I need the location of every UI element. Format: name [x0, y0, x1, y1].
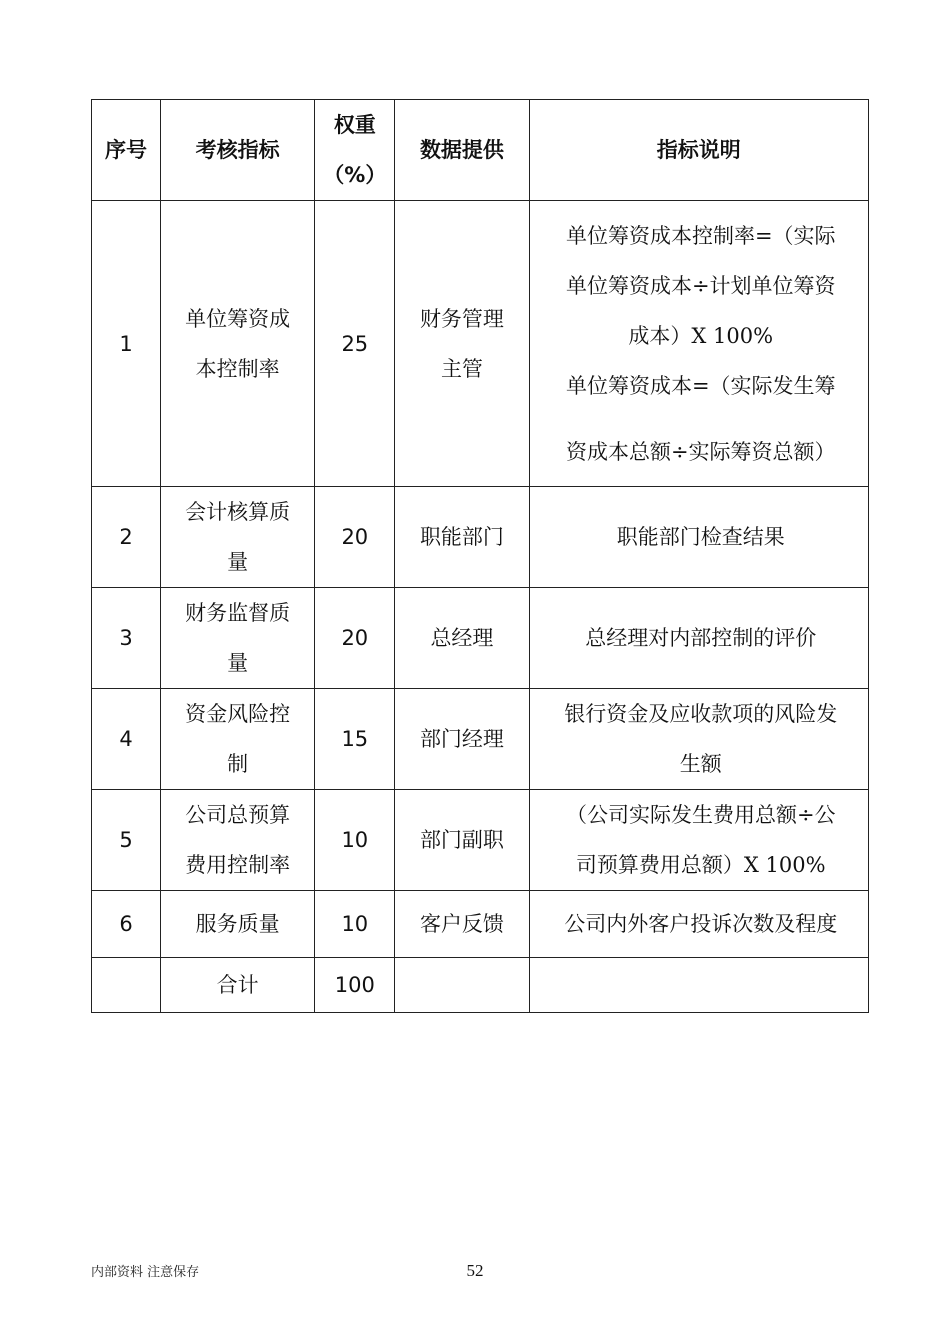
row-description — [529, 201, 868, 487]
header-weight-line1: 权重 — [333, 113, 376, 137]
table-row — [92, 588, 869, 689]
row-weight: 25 — [315, 201, 395, 487]
kpi-assessment-table — [91, 99, 869, 1013]
indicator-line: 费用控制率 — [185, 853, 291, 877]
indicator-line: 量 — [227, 651, 249, 675]
row-indicator: 服务质量 — [161, 891, 315, 958]
indicator-line: 制 — [227, 752, 249, 776]
table-row — [92, 790, 869, 891]
table-row — [92, 689, 869, 790]
header-weight — [315, 100, 395, 201]
row-seq: 6 — [92, 891, 161, 958]
row-weight: 20 — [315, 487, 395, 588]
description-line: 单位筹资成本÷计划单位筹资 — [565, 273, 836, 298]
table-row — [92, 891, 869, 958]
total-label: 合计 — [161, 958, 315, 1013]
footer-note: 内部资料 注意保存 — [91, 1265, 200, 1280]
description-line: 单位筹资成本=（实际发生筹 — [565, 373, 836, 398]
row-seq: 1 — [92, 201, 161, 487]
row-indicator — [161, 487, 315, 588]
description-line: 银行资金及应收款项的风险发 — [564, 702, 838, 726]
row-source: 职能部门 — [395, 487, 529, 588]
header-source: 数据提供 — [395, 100, 529, 201]
total-weight: 100 — [315, 958, 395, 1013]
description-line: 成本）X 100% — [628, 323, 774, 348]
total-seq-empty — [92, 958, 161, 1013]
row-description: 职能部门检查结果 — [529, 487, 868, 588]
header-seq: 序号 — [92, 100, 161, 201]
table-total-row — [92, 958, 869, 1013]
total-description-empty — [529, 958, 868, 1013]
row-seq: 5 — [92, 790, 161, 891]
indicator-line: 公司总预算 — [185, 803, 291, 827]
row-source: 部门经理 — [395, 689, 529, 790]
description-line: （公司实际发生费用总额÷公 — [565, 803, 836, 827]
row-source: 部门副职 — [395, 790, 529, 891]
description-line: 生额 — [679, 752, 722, 776]
indicator-line: 会计核算质 — [185, 500, 291, 524]
source-line: 主管 — [440, 356, 483, 381]
page-number: 52 — [466, 1261, 484, 1280]
row-seq: 4 — [92, 689, 161, 790]
header-weight-line2: （%） — [323, 163, 387, 187]
row-indicator — [161, 689, 315, 790]
row-indicator — [161, 588, 315, 689]
row-description — [529, 689, 868, 790]
indicator-line: 量 — [227, 550, 249, 574]
table-row — [92, 487, 869, 588]
row-seq: 3 — [92, 588, 161, 689]
row-weight: 20 — [315, 588, 395, 689]
header-description: 指标说明 — [529, 100, 868, 201]
indicator-line: 单位筹资成 — [185, 306, 291, 331]
table-header-row — [92, 100, 869, 201]
row-source: 总经理 — [395, 588, 529, 689]
total-source-empty — [395, 958, 529, 1013]
source-line: 财务管理 — [419, 306, 504, 331]
indicator-line: 资金风险控 — [185, 702, 291, 726]
row-weight: 10 — [315, 790, 395, 891]
description-line: 单位筹资成本控制率=（实际 — [565, 223, 836, 248]
row-indicator — [161, 790, 315, 891]
description-line: 司预算费用总额）X 100% — [575, 853, 826, 877]
indicator-line: 财务监督质 — [185, 601, 291, 625]
row-weight: 15 — [315, 689, 395, 790]
description-line: 资成本总额÷实际筹资总额） — [565, 439, 836, 464]
indicator-line: 本控制率 — [195, 356, 280, 381]
row-description: 公司内外客户投诉次数及程度 — [529, 891, 868, 958]
row-description: 总经理对内部控制的评价 — [529, 588, 868, 689]
row-description — [529, 790, 868, 891]
header-indicator: 考核指标 — [161, 100, 315, 201]
row-source — [395, 201, 529, 487]
row-source: 客户反馈 — [395, 891, 529, 958]
row-seq: 2 — [92, 487, 161, 588]
row-indicator — [161, 201, 315, 487]
table-row — [92, 201, 869, 487]
row-weight: 10 — [315, 891, 395, 958]
